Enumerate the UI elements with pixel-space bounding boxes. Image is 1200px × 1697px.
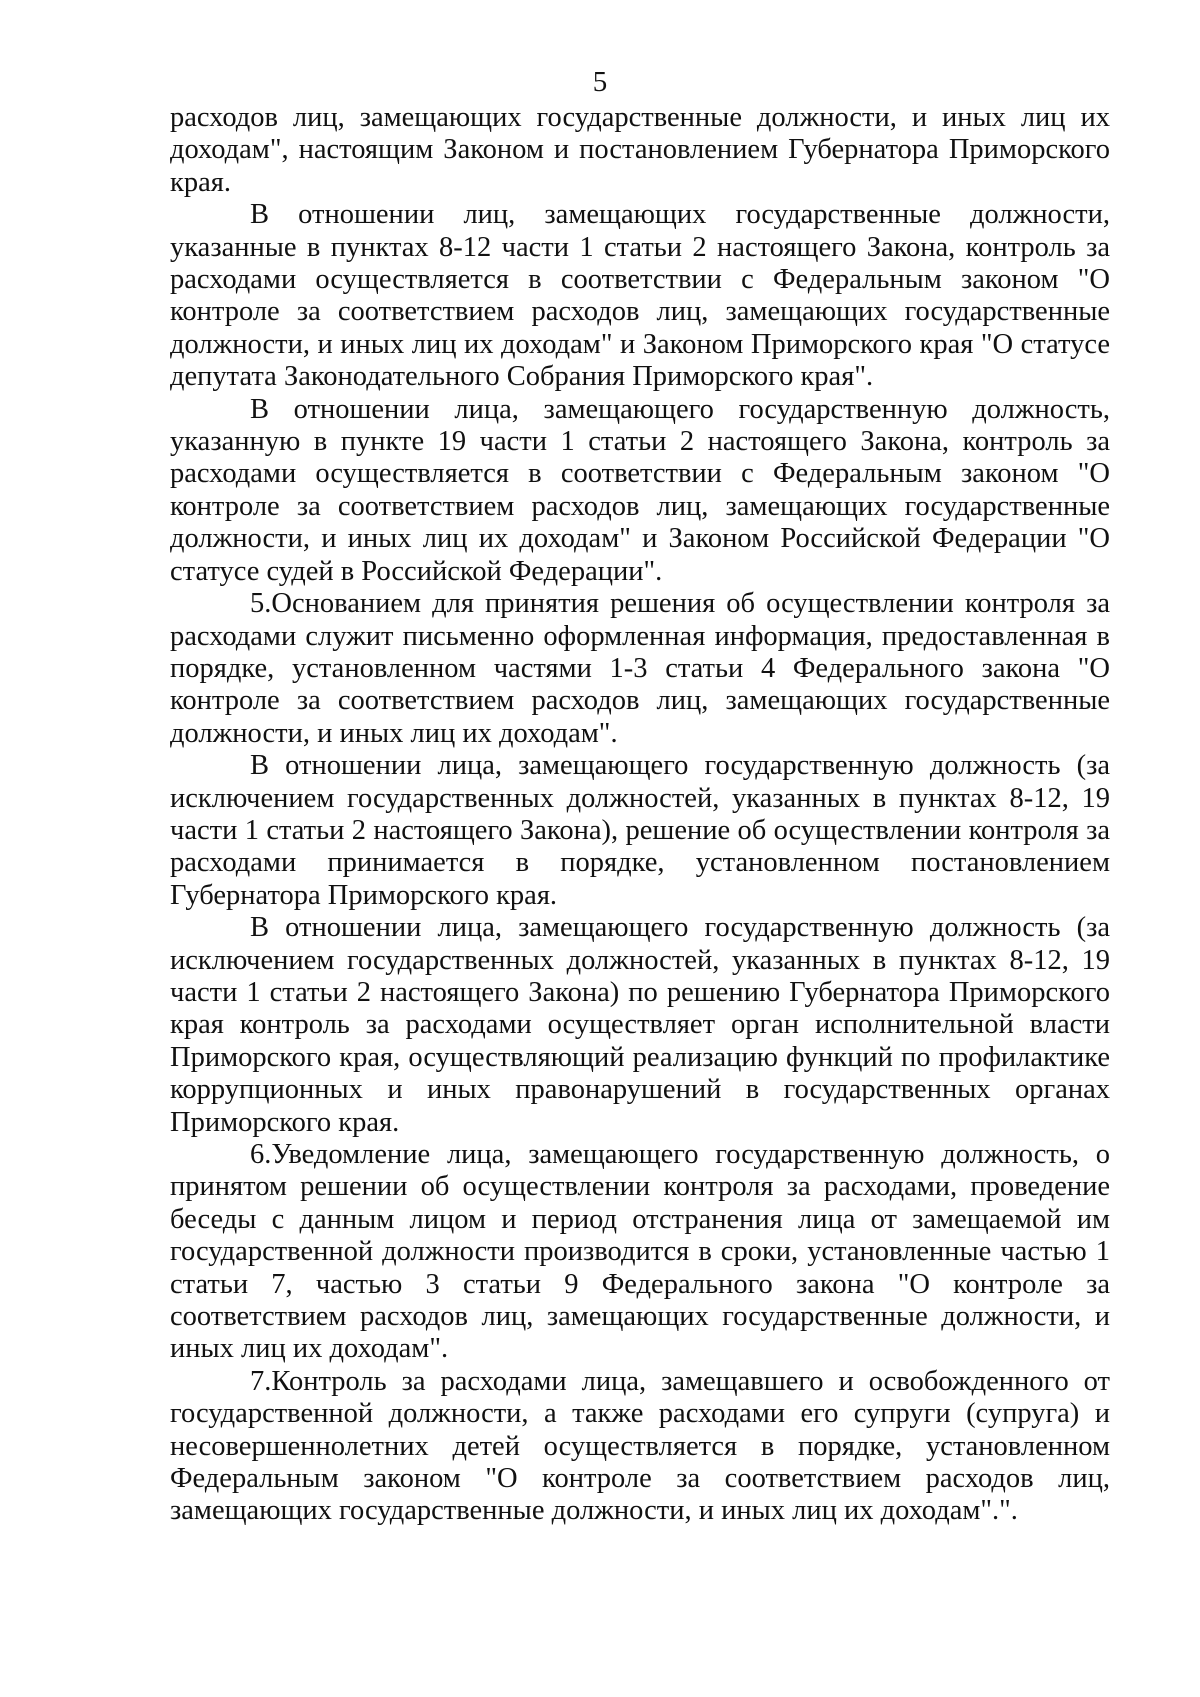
paragraph: В отношении лица, замещающего государственную должность, указанную в пункте 19 части 1 статьи 2 настоящего Закона, контроль за расходами осуществляется в соответствии с Федеральным законом "О контроле за соответствием расходов лиц, замещающих государственные должности, и иных лиц их доходам" и Законом Российской Федерации "О статусе судей в Российской Федерации".: [170, 393, 1110, 587]
paragraph-item-5: 5.Основанием для принятия решения об осуществлении контроля за расходами служит письменно оформленная информация, предоставленная в порядке, установленном частями 1-3 статьи 4 Федерального закона "О контроле за соответствием расходов лиц, замещающих государственные должности, и иных лиц их доходам".: [170, 588, 1110, 749]
paragraph: В отношении лиц, замещающих государственные должности, указанные в пунктах 8-12 части 1 статьи 2 настоящего Закона, контроль за расходами осуществляется в соответствии с Федеральным законом "О контроле за соответствием расходов лиц, замещающих государственные должности, и иных лиц их доходам" и Законом Приморского края "О статусе депутата Законодательного Собрания Приморского края".: [170, 199, 1110, 393]
page-number: 5: [592, 66, 608, 98]
paragraph: В отношении лица, замещающего государственную должность (за исключением государственных должностей, указанных в пунктах 8-12, 19 части 1 статьи 2 настоящего Закона), решение об осуществлении контроля за расходами принимается в порядке, установленном постановлением Губернатора Приморского края.: [170, 750, 1110, 911]
paragraph-item-7: 7.Контроль за расходами лица, замещавшего и освобожденного от государственной должности, а также расходами его супруги (супруга) и несовершеннолетних детей осуществляется в порядке, установленном Федеральным законом "О контроле за соответствием расходов лиц, замещающих государственные должности, и иных лиц их доходам".".: [170, 1365, 1110, 1527]
paragraph-continuation: расходов лиц, замещающих государственные должности, и иных лиц их доходам", настоящим Законом и постановлением Губернатора Приморского края.: [170, 102, 1110, 198]
paragraph: В отношении лица, замещающего государственную должность (за исключением государственных должностей, указанных в пунктах 8-12, 19 части 1 статьи 2 настоящего Закона) по решению Губернатора Приморского края контроль за расходами осуществляет орган исполнительной власти Приморского края, осуществляющий реализацию функций по профилактике коррупционных и иных правонарушений в государственных органах Приморского края.: [170, 912, 1110, 1138]
document-body: [170, 102, 1110, 1528]
paragraph-item-6: 6.Уведомление лица, замещающего государственную должность, о принятом решении об осуществлении контроля за расходами, проведение беседы с данным лицом и период отстранения лица от замещаемой им государственной должности производится в сроки, установленные частью 1 статьи 7, частью 3 статьи 9 Федерального закона "О контроле за соответствием расходов лиц, замещающих государственные должности, и иных лиц их доходам".: [170, 1139, 1110, 1365]
